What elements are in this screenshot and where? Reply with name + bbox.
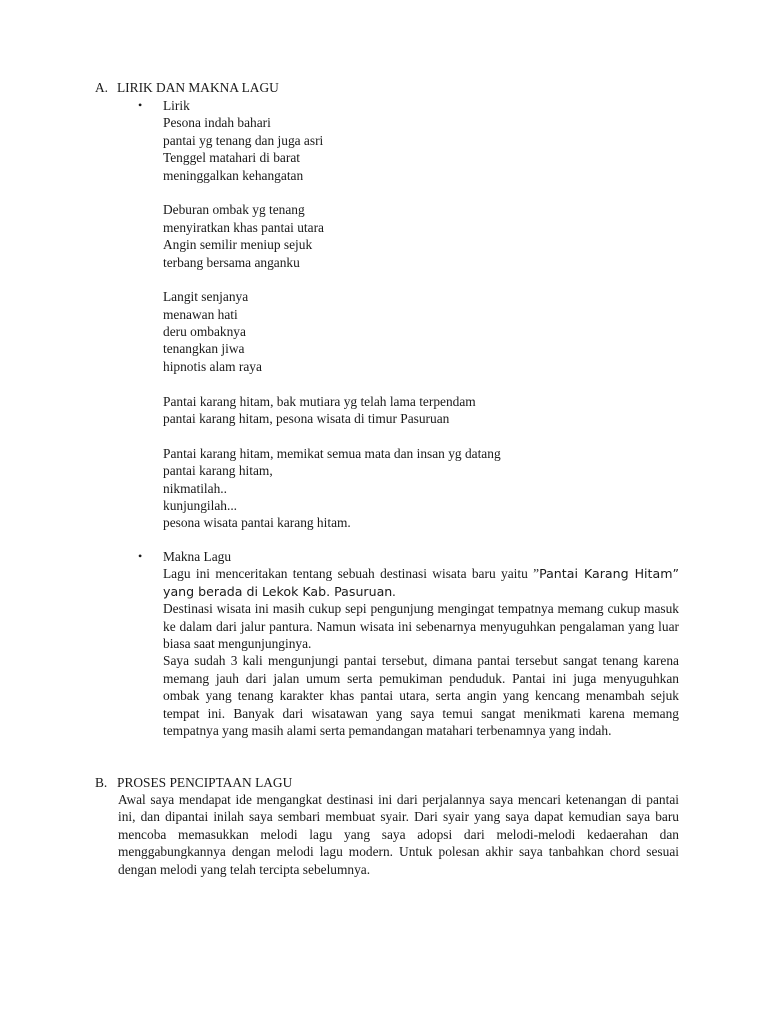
lyric-line: pantai yg tenang dan juga asri xyxy=(163,132,324,148)
lyric-line: Angin semilir meniup sejuk xyxy=(163,237,313,253)
makna-p1-end: . xyxy=(392,583,396,599)
section-b-letter: B. xyxy=(95,775,108,790)
lyric-line: tenangkan jiwa xyxy=(163,341,245,357)
lyric-line: Pantai karang hitam, memikat semua mata dan insan yg datang xyxy=(163,445,501,461)
lyric-line: meninggalkan kehangatan xyxy=(163,167,304,183)
lyric-line: Langit senjanya xyxy=(163,289,249,305)
makna-block xyxy=(163,548,679,739)
lyric-line: pantai karang hitam, pesona wisata di timur Pasuruan xyxy=(163,411,450,427)
lyric-line: kunjungilah... xyxy=(163,497,238,513)
lirik-bullet: • xyxy=(138,98,143,112)
lirik-block xyxy=(163,97,679,532)
makna-p1-text: Lagu ini menceritakan tentang sebuah destinasi wisata baru yaitu ” xyxy=(163,566,540,582)
makna-label: Makna Lagu xyxy=(163,549,232,564)
lyric-line: pantai karang hitam, xyxy=(163,463,273,479)
makna-p1-highlight: Pantai Karang Hitam” yang berada di Lekok Kab. Pasuruan xyxy=(163,566,679,599)
stanza-gap xyxy=(163,271,679,288)
section-a-title: LIRIK DAN MAKNA LAGU xyxy=(117,80,279,95)
section-b-heading xyxy=(95,774,292,791)
stanza-gap xyxy=(163,375,679,392)
lyric-line: deru ombaknya xyxy=(163,324,246,340)
stanza-gap xyxy=(163,184,679,201)
makna-paragraph-3: Saya sudah 3 kali mengunjungi pantai tersebut, dimana pantai tersebut sangat tenang karena memang jauh dari jalan umum serta pemukiman penduduk. Pantai ini juga menyuguhkan ombak yang tenang karakter khas pantai utara, serta angin yang kencang menambah sejuk tempat ini. Banyak dari wisatawan yang saya temui sangat menikmati karena memang tempatnya yang masih alami serta pemandangan matahari terbenamnya yang indah. xyxy=(163,653,679,739)
stanza-gap xyxy=(163,427,679,444)
makna-paragraph-2: Destinasi wisata ini masih cukup sepi pengunjung mengingat tempatnya memang cukup masuk ke dalam dari jalur pantura. Namun wisata ini sebenarnya menyuguhkan pengalaman yang luar biasa saat mengunjunginya. xyxy=(163,601,679,652)
section-b-body: Awal saya mendapat ide mengangkat destinasi ini dari perjalannya saya mencari ketenangan di pantai ini, dan dipantai inilah saya sembari membuat syair. Dari syair yang saya dapat kemudian saya baru mencoba memasukkan melodi lagu yang saya adopsi dari melodi-melodi kedaerahan dan menggabungkannya dengan melodi lagu modern. Untuk polesan akhir saya tanbahkan chord sesuai dengan melodi yang telah tercipta sebelumnya. xyxy=(118,792,679,877)
makna-paragraph-1 xyxy=(163,565,679,600)
makna-bullet: • xyxy=(138,549,143,563)
lyric-line: menyiratkan khas pantai utara xyxy=(163,219,324,235)
lyric-line: pesona wisata pantai karang hitam. xyxy=(163,515,351,531)
lyric-line: Deburan ombak yg tenang xyxy=(163,202,305,218)
lirik-label: Lirik xyxy=(163,98,190,113)
lyric-line: Pantai karang hitam, bak mutiara yg telah lama terpendam xyxy=(163,393,476,409)
lyric-line: terbang bersama anganku xyxy=(163,254,300,270)
lyric-line: nikmatilah.. xyxy=(163,480,227,496)
section-b-title: PROSES PENCIPTAAN LAGU xyxy=(117,775,293,790)
section-a-heading xyxy=(95,79,279,96)
lyric-line: Pesona indah bahari xyxy=(163,115,271,131)
lyric-line: hipnotis alam raya xyxy=(163,358,262,374)
lyric-line: menawan hati xyxy=(163,306,238,322)
section-a-letter: A. xyxy=(95,80,109,95)
lyric-line: Tenggel matahari di barat xyxy=(163,150,300,166)
